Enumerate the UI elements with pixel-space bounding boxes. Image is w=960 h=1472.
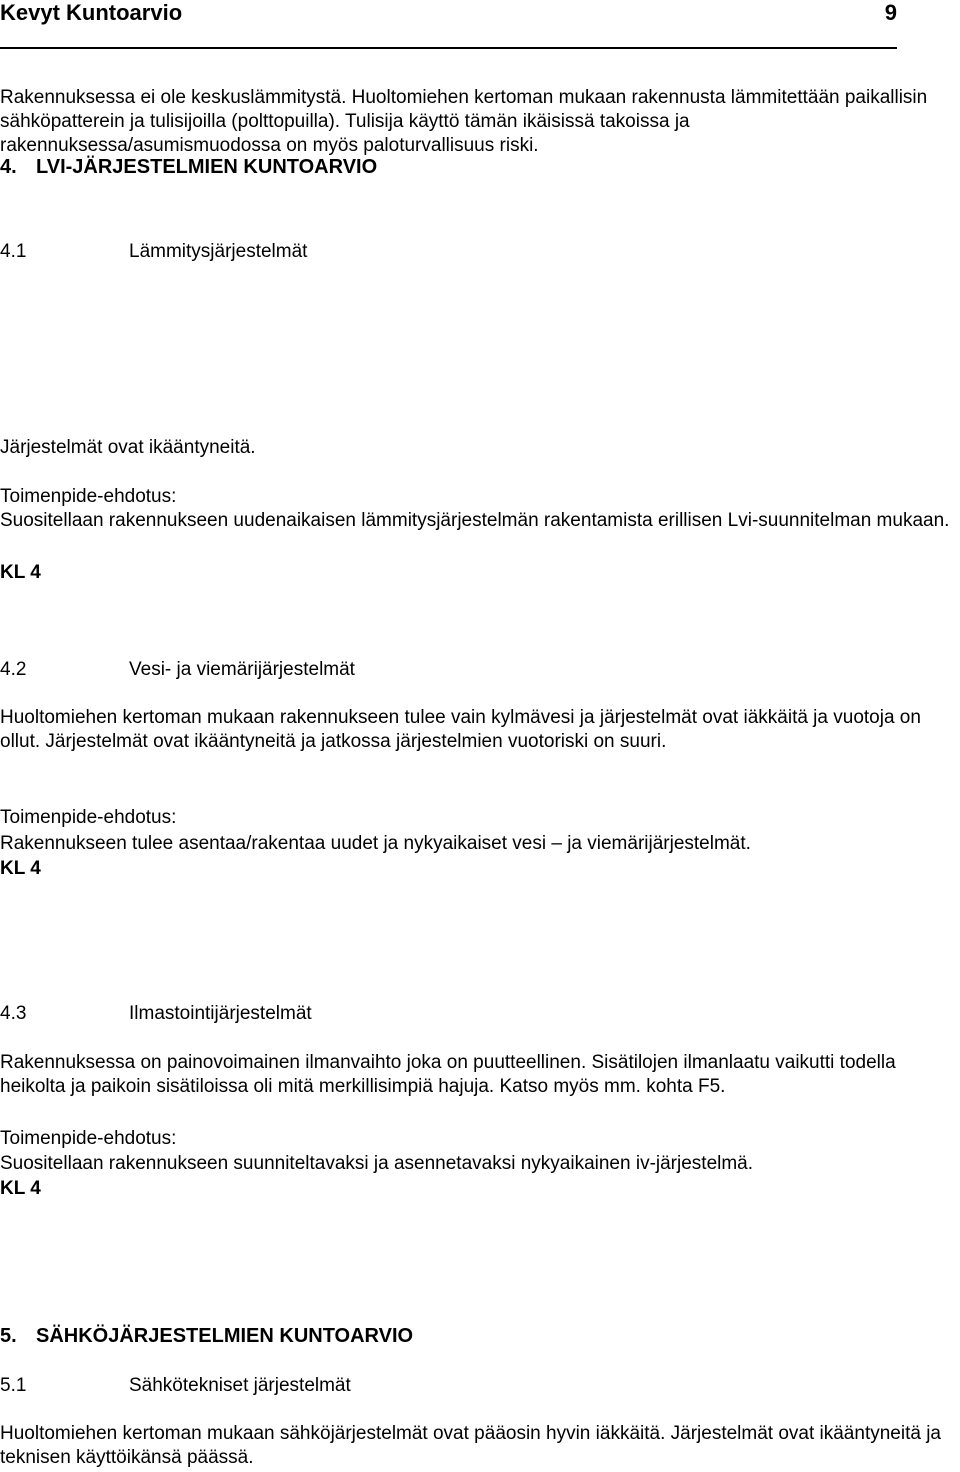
section-number: 5. bbox=[0, 1325, 17, 1347]
subsection-title: Vesi- ja viemärijärjestelmät bbox=[129, 659, 355, 680]
subsection-number: 4.3 bbox=[0, 1003, 27, 1024]
subsection-title: Lämmitysjärjestelmät bbox=[129, 241, 308, 262]
action-text-4-2: Rakennukseen tulee asentaa/rakentaa uudet ja nykyaikaiset vesi – ja viemärijärjestelmät. bbox=[0, 833, 751, 854]
subsection-4-1-heading bbox=[0, 240, 307, 264]
section-number: 4. bbox=[0, 156, 17, 178]
action-text-4-3: Suositellaan rakennukseen suunniteltavaksi ja asennetavaksi nykyaikainen iv-järjestelmä. bbox=[0, 1153, 754, 1174]
action-label-4-3: Toimenpide-ehdotus: bbox=[0, 1128, 177, 1149]
subsection-title: Sähkötekniset järjestelmät bbox=[129, 1375, 351, 1396]
paragraph-4-3: Rakennuksessa on painovoimainen ilmanvaihto joka on puutteellinen. Sisätilojen ilmanlaatu vaikutti todella heikolta ja paikoin sisätiloissa oli mitä merkillisimpiä hajuja. Katso myös mm. kohta F5. bbox=[0, 1052, 896, 1097]
condition-class-4-1: KL 4 bbox=[0, 562, 41, 583]
action-label-4-1: Toimenpide-ehdotus: bbox=[0, 486, 177, 507]
document-title: Kevyt Kuntoarvio bbox=[0, 0, 183, 25]
page-number: 9 bbox=[884, 0, 897, 25]
subsection-4-2-heading bbox=[0, 658, 355, 682]
paragraph-4-1: Rakennuksessa ei ole keskuslämmitystä. Huoltomiehen kertoman mukaan rakennusta lämmitettään paikallisin sähköpatterein ja tulisijoilla (polttopuilla). Tulisija käyttö tämän ikäisissä takoissa ja rakennuksessa/asumismuodossa on myös paloturvallisuus riski. bbox=[0, 87, 928, 156]
subsection-number: 4.1 bbox=[0, 241, 27, 262]
condition-class-4-3: KL 4 bbox=[0, 1178, 41, 1199]
subsection-number: 4.2 bbox=[0, 659, 27, 680]
action-text-4-1: Suositellaan rakennukseen uudenaikaisen lämmitysjärjestelmän rakentamista erillisen Lvi-suunnitelman mukaan. bbox=[0, 510, 950, 531]
section-5-heading bbox=[0, 1324, 413, 1348]
condition-class-4-2: KL 4 bbox=[0, 858, 41, 879]
subsection-5-1-heading bbox=[0, 1374, 351, 1398]
subsection-title: Ilmastointijärjestelmät bbox=[129, 1003, 312, 1024]
subsection-4-3-heading bbox=[0, 1002, 312, 1026]
paragraph-5-1: Huoltomiehen kertoman mukaan sähköjärjestelmät ovat pääosin hyvin iäkkäitä. Järjestelmät ovat ikääntyneitä ja teknisen käyttöikänsä päässä. bbox=[0, 1423, 941, 1468]
note-4-1: Järjestelmät ovat ikääntyneitä. bbox=[0, 437, 256, 458]
paragraph-4-2: Huoltomiehen kertoman mukaan rakennukseen tulee vain kylmävesi ja järjestelmät ovat iäkkäitä ja vuotoja on ollut. Järjestelmät ovat ikääntyneitä ja jatkossa järjestelmien vuotoriski on suuri. bbox=[0, 707, 921, 752]
section-4-heading bbox=[0, 155, 377, 179]
subsection-number: 5.1 bbox=[0, 1375, 27, 1396]
action-label-4-2: Toimenpide-ehdotus: bbox=[0, 807, 177, 828]
section-title: SÄHKÖJÄRJESTELMIEN KUNTOARVIO bbox=[36, 1325, 414, 1347]
page-header bbox=[0, 0, 897, 26]
section-title: LVI-JÄRJESTELMIEN KUNTOARVIO bbox=[36, 156, 378, 178]
header-rule bbox=[0, 47, 897, 49]
